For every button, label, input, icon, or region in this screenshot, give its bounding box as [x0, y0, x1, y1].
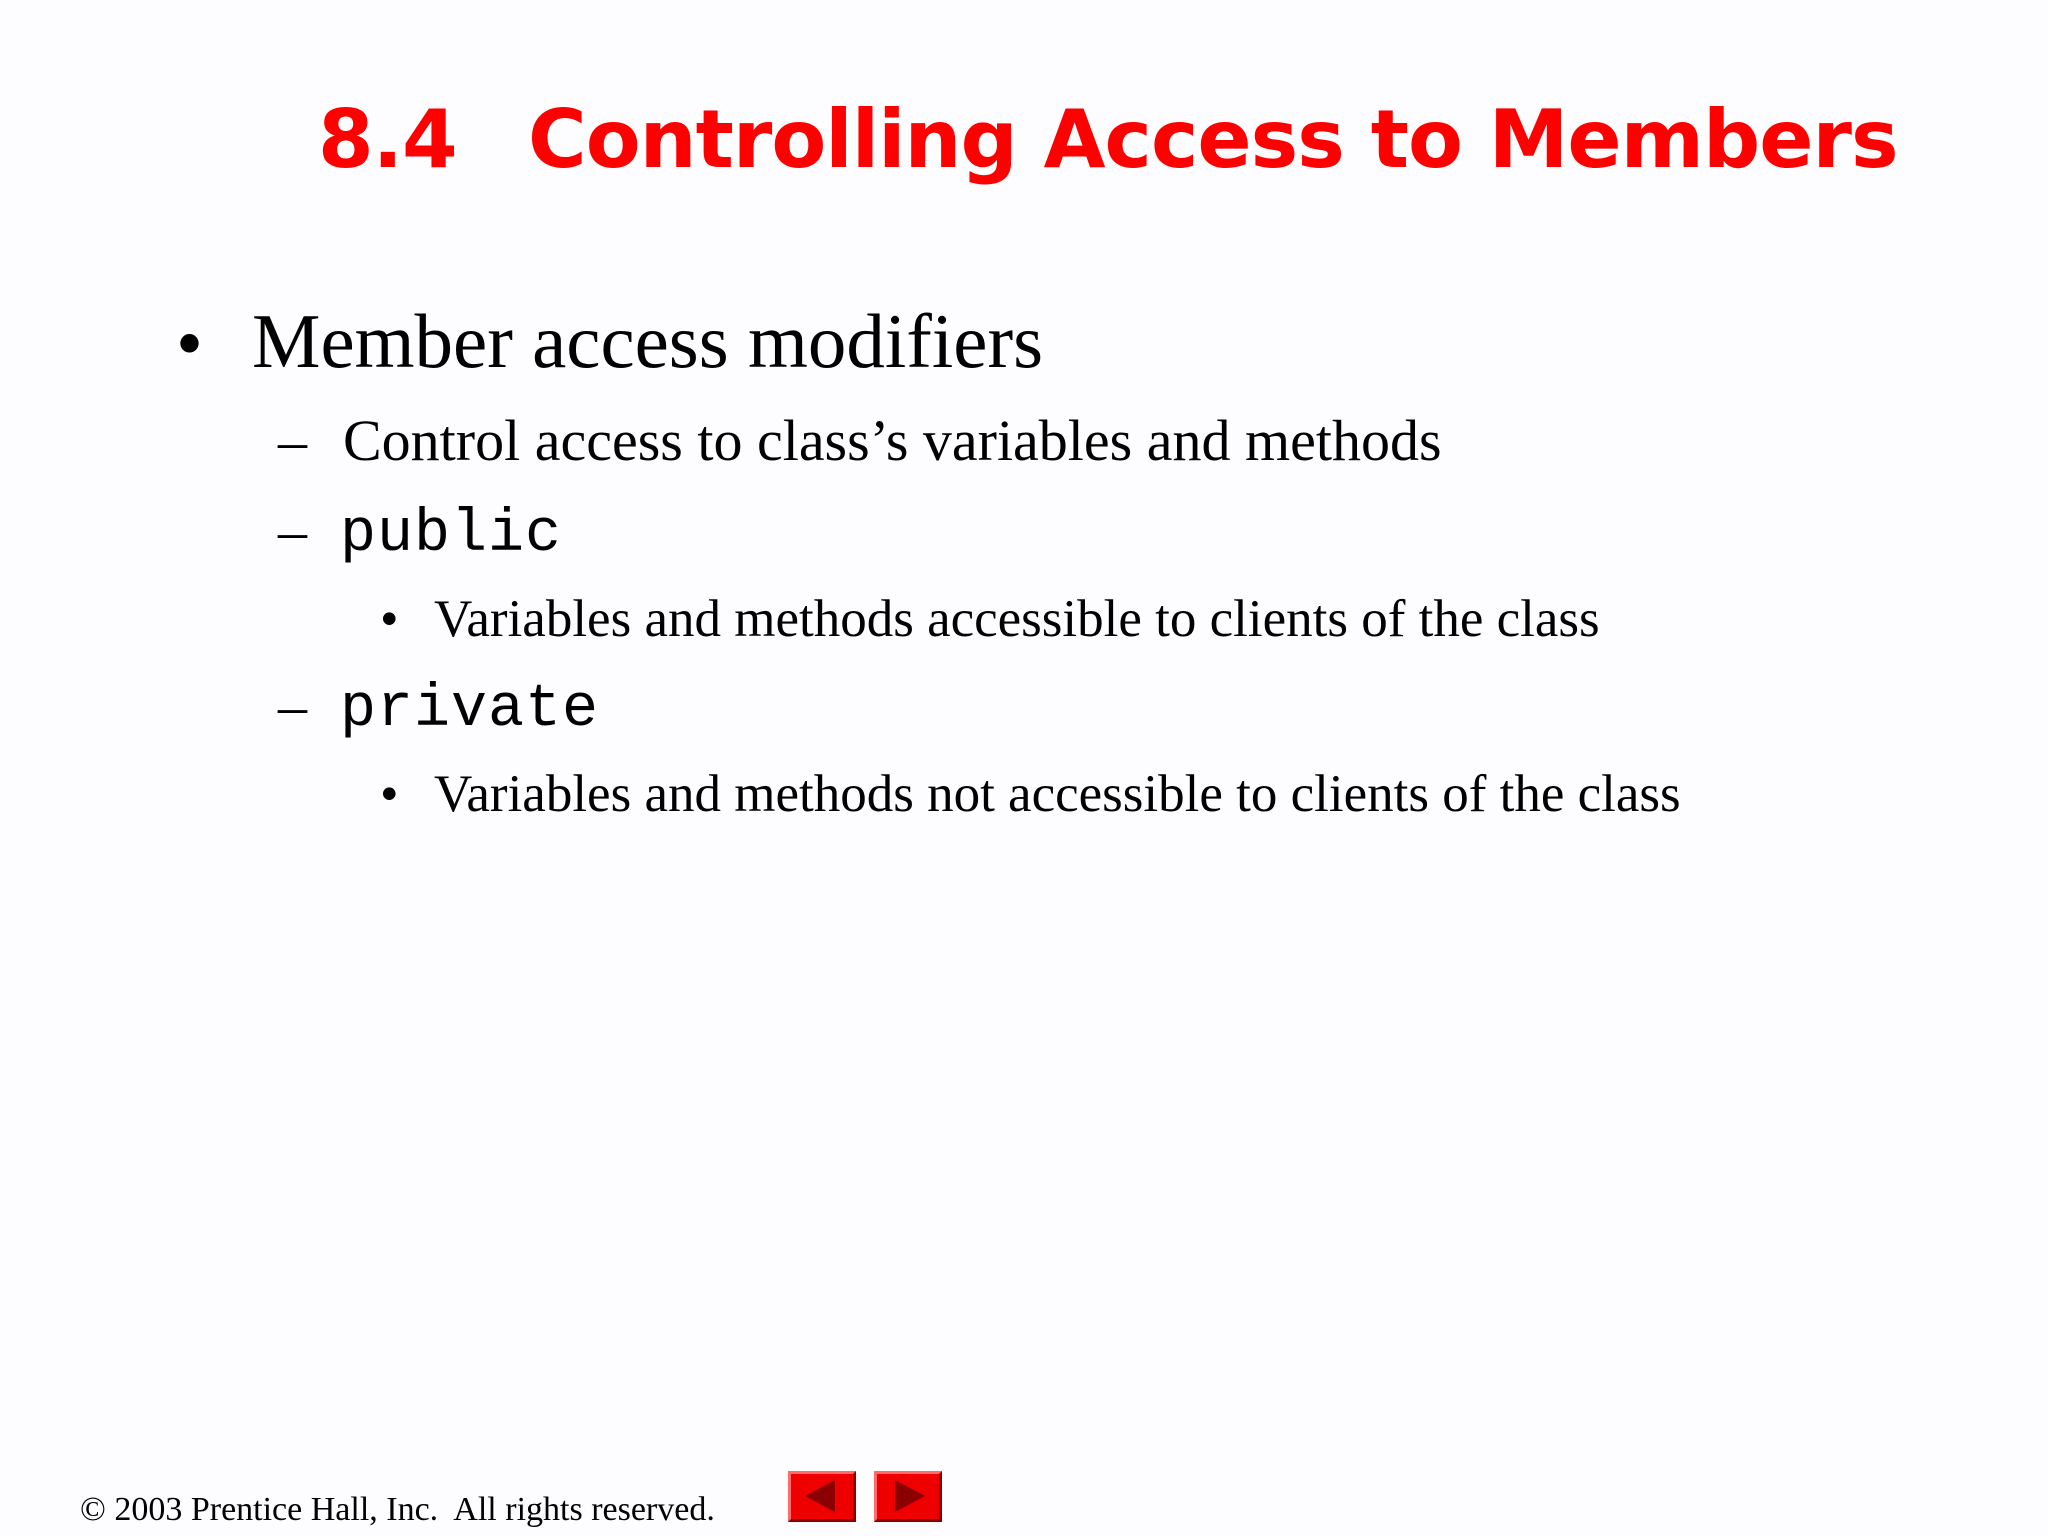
- sub-bullet-private: private: [340, 676, 600, 744]
- right-arrow-icon: [877, 1474, 939, 1519]
- bullet-marker: •: [380, 765, 399, 823]
- copyright-footer: © 2003 Prentice Hall, Inc. All rights reserved.: [80, 1491, 715, 1528]
- dash-marker: –: [278, 673, 307, 738]
- bullet-marker: •: [380, 590, 399, 648]
- sub-sub-bullet-public-desc: Variables and methods accessible to clients of the class: [434, 590, 1600, 648]
- bullet-member-access-modifiers: Member access modifiers: [252, 298, 1044, 384]
- dash-marker: –: [278, 408, 307, 473]
- title-number: 8.4: [318, 93, 457, 186]
- sub-bullet-control-access: Control access to class’s variables and methods: [343, 408, 1442, 473]
- bullet-marker: •: [176, 300, 203, 386]
- next-slide-button[interactable]: [874, 1471, 942, 1522]
- sub-sub-bullet-private-desc: Variables and methods not accessible to clients of the class: [434, 765, 1681, 823]
- title-text: Controlling Access to Members: [528, 93, 1898, 186]
- dash-marker: –: [278, 498, 307, 563]
- left-arrow-icon: [791, 1474, 853, 1519]
- slide-title: [318, 92, 1898, 188]
- previous-slide-button[interactable]: [788, 1471, 856, 1522]
- sub-bullet-public: public: [340, 501, 563, 569]
